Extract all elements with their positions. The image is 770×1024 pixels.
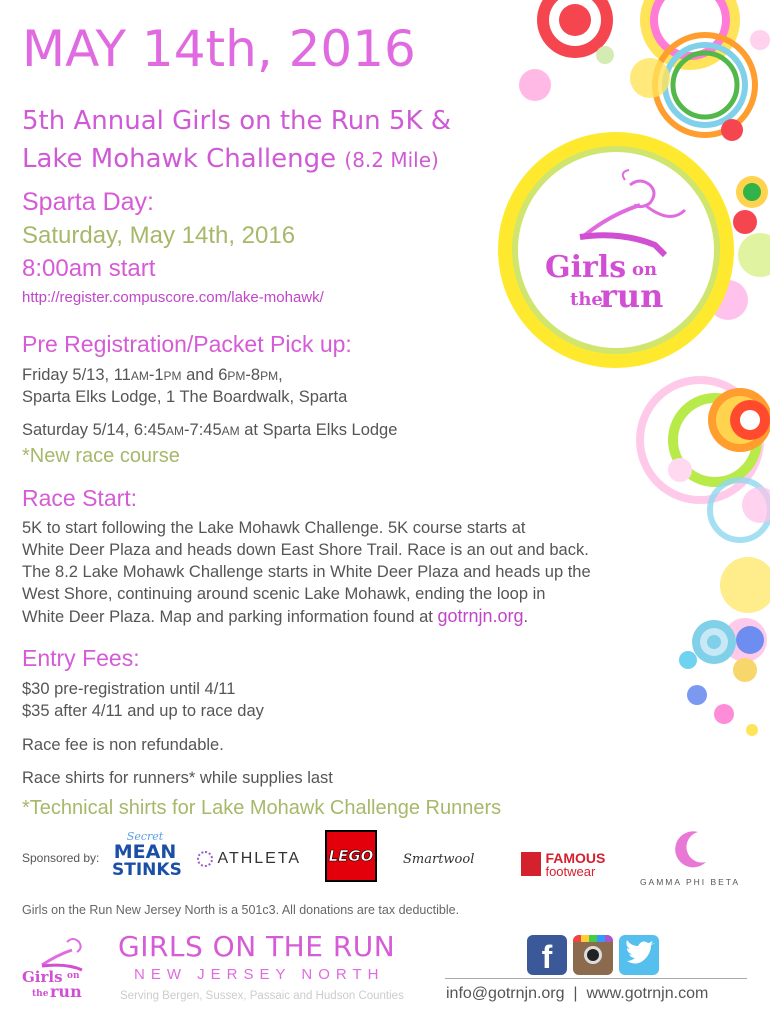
sponsor-athleta: ATHLETA	[197, 850, 301, 868]
facebook-icon[interactable]: f	[527, 935, 567, 975]
serving-counties: Serving Bergen, Sussex, Passaic and Hudson Counties	[120, 990, 404, 1002]
org-subname: NEW JERSEY NORTH	[134, 966, 385, 983]
instagram-icon[interactable]	[573, 935, 613, 975]
footer-divider	[445, 978, 747, 979]
registration-link[interactable]: http://register.compuscore.com/lake-mohawk/	[22, 289, 324, 306]
contact-line[interactable]: info@gotrnjn.org | www.gotrnjn.com	[446, 985, 709, 1002]
footer-logo: Girls on the run	[22, 932, 102, 1007]
event-title-line2: Lake Mohawk Challenge (8.2 Mile)	[22, 144, 439, 174]
event-date-heading: MAY 14th, 2016	[22, 20, 416, 78]
logo-run: run	[600, 277, 664, 315]
race-start-text: 5K to start following the Lake Mohawk Challenge. 5K course starts at White Deer Plaza and heads down East Shore Trail. Race is an out and back. The 8.2 Lake Mohawk Challenge starts in White Deer Plaza and heads up the West Shore, continuing around scenic Lake Mohawk, ending the loop in White Deer Plaza. Map and parking information found at gotrnjn.org.	[22, 519, 591, 626]
prereg-friday: Friday 5/13, 11AM-1PM and 6PM-8PM,	[22, 366, 283, 384]
event-title-line1: 5th Annual Girls on the Run 5K &	[22, 106, 452, 136]
athleta-flower-icon	[197, 851, 213, 867]
org-name: GIRLS ON THE RUN	[118, 930, 396, 963]
gotrnjn-link[interactable]: gotrnjn.org	[437, 606, 524, 626]
sponsor-mean-stinks: Secret MEAN STINKS	[112, 830, 182, 880]
crescent-moon-icon	[670, 828, 710, 872]
event-title	[22, 102, 542, 179]
sparta-start: 8:00am start	[22, 255, 156, 282]
shirts-note: Race shirts for runners* while supplies last	[22, 769, 333, 787]
refund-note: Race fee is non refundable.	[22, 736, 224, 754]
sponsor-lego: LEGO	[325, 830, 377, 882]
logo-on: on	[632, 259, 658, 280]
fee-2: $35 after 4/11 and up to race day	[22, 702, 264, 720]
gotr-logo	[540, 165, 700, 325]
footer-runner-icon	[22, 932, 102, 972]
logo-girls: Girls	[545, 250, 627, 285]
sparta-date: Saturday, May 14th, 2016	[22, 222, 296, 249]
fee-1: $30 pre-registration until 4/11	[22, 680, 236, 698]
sponsor-smartwool: Smartwool	[403, 852, 475, 867]
technical-shirts-note: *Technical shirts for Lake Mohawk Challenge Runners	[22, 797, 502, 819]
sponsored-by-label: Sponsored by:	[22, 851, 100, 865]
prereg-friday-place: Sparta Elks Lodge, 1 The Boardwalk, Sparta	[22, 388, 348, 406]
logo-the: the	[570, 289, 603, 310]
nonprofit-statement: Girls on the Run New Jersey North is a 501c3. All donations are tax deductible.	[22, 903, 460, 917]
prereg-saturday: Saturday 5/14, 6:45AM-7:45AM at Sparta Elks Lodge	[22, 421, 398, 439]
sponsor-famous-footwear: FAMOUS footwear	[521, 852, 605, 878]
famous-f-icon	[521, 852, 541, 876]
race-start-heading: Race Start:	[22, 485, 138, 511]
sparta-heading: Sparta Day:	[22, 188, 155, 216]
entry-fees-heading: Entry Fees:	[22, 645, 140, 671]
new-course-note: *New race course	[22, 445, 180, 467]
twitter-bird-icon	[619, 935, 659, 975]
twitter-icon[interactable]	[619, 935, 659, 975]
sponsor-gamma-phi-beta: GAMMA PHI BETA	[630, 828, 750, 887]
prereg-heading: Pre Registration/Packet Pick up:	[22, 331, 352, 357]
